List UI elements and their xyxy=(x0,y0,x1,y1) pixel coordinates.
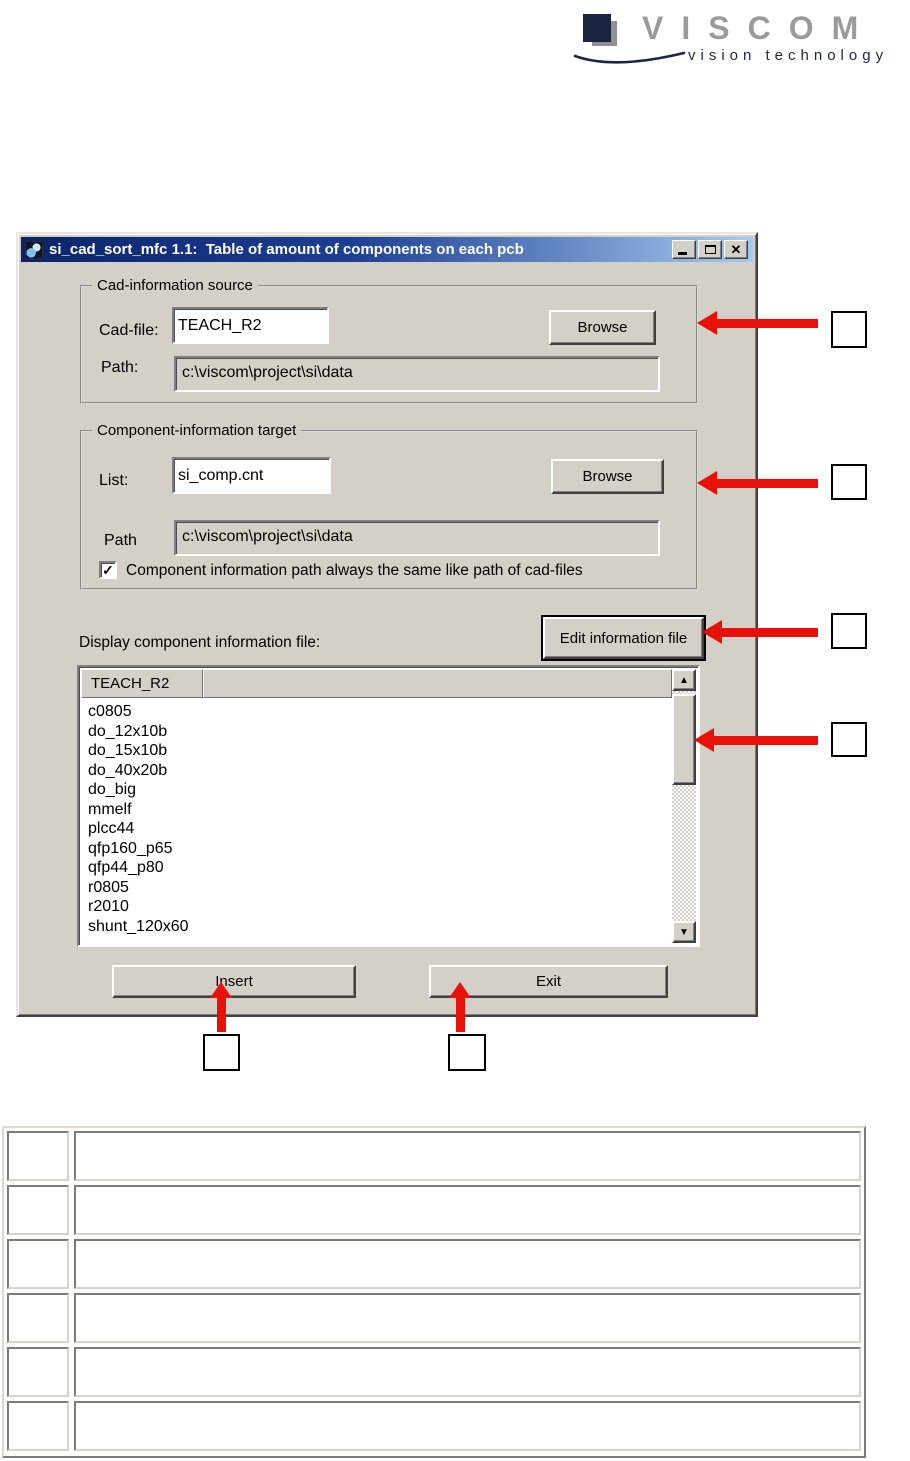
table-row xyxy=(7,1239,861,1289)
logo-tagline: vision technology xyxy=(688,47,889,64)
viscom-logo xyxy=(570,8,910,80)
annotation-arrow-exit xyxy=(449,982,471,1032)
annotation-arrow-list xyxy=(694,728,818,752)
cad-information-source-group xyxy=(80,277,698,404)
dialog-window xyxy=(16,232,758,1017)
comp-path-field: c:\viscom\project\si\data xyxy=(174,520,660,556)
list-item[interactable]: do_big xyxy=(88,781,137,798)
callout-box-6 xyxy=(448,1034,486,1071)
minimize-button[interactable] xyxy=(672,240,696,259)
list-item[interactable]: do_15x10b xyxy=(88,742,168,759)
maximize-icon xyxy=(705,245,716,254)
table-cell-index xyxy=(7,1293,69,1343)
scrollbar-thumb[interactable] xyxy=(672,694,696,785)
list-header-row xyxy=(81,669,672,698)
table-row xyxy=(7,1131,861,1181)
logo-navy-square xyxy=(583,14,611,42)
cad-file-input[interactable] xyxy=(172,307,329,344)
table-cell-index xyxy=(7,1185,69,1235)
table-row xyxy=(7,1347,861,1397)
window-title: si_cad_sort_mfc 1.1: Table of amount of components on each pcb xyxy=(49,241,524,258)
list-item[interactable]: qfp160_p65 xyxy=(88,839,173,857)
callout-box-5 xyxy=(203,1034,240,1071)
list-item[interactable]: plcc44 xyxy=(88,820,135,837)
list-column-header-filler xyxy=(203,669,672,698)
component-list-items xyxy=(81,702,672,943)
callout-box-4 xyxy=(831,722,867,757)
edit-information-file-button[interactable]: Edit information file xyxy=(543,617,704,659)
list-label: List: xyxy=(99,472,129,489)
list-input[interactable] xyxy=(172,457,331,494)
comp-path-label: Path xyxy=(104,532,137,549)
list-item[interactable]: qfp44_p80 xyxy=(88,859,164,876)
scroll-down-icon: ▼ xyxy=(679,926,689,938)
table-row xyxy=(7,1401,861,1451)
scroll-up-icon: ▲ xyxy=(679,674,689,686)
component-information-target-group xyxy=(80,422,698,590)
table-row xyxy=(7,1293,861,1343)
list-column-header[interactable]: TEACH_R2 xyxy=(81,669,203,698)
comp-group-legend: Component-information target xyxy=(92,422,301,439)
table-cell-content xyxy=(74,1293,861,1343)
minimize-icon xyxy=(678,252,687,255)
list-scrollbar[interactable] xyxy=(672,669,696,943)
same-path-checkbox[interactable] xyxy=(99,561,117,579)
exit-button[interactable]: Exit xyxy=(429,965,668,998)
cad-browse-button[interactable]: Browse xyxy=(549,310,656,345)
title-bar[interactable] xyxy=(21,237,753,262)
logo-swoosh-icon xyxy=(572,46,690,72)
close-icon: ✕ xyxy=(730,241,742,257)
scroll-up-button[interactable] xyxy=(672,669,696,691)
list-item[interactable]: shunt_120x60 xyxy=(88,917,189,935)
annotation-arrow-edit-button xyxy=(702,620,818,644)
annotation-arrow-cad-source xyxy=(697,311,818,335)
comp-browse-button[interactable]: Browse xyxy=(551,459,664,494)
list-item[interactable]: do_40x20b xyxy=(88,761,168,779)
table-row xyxy=(7,1185,861,1235)
same-path-checkbox-label: Component information path always the same like path of cad-files xyxy=(126,562,583,579)
logo-brand-text: VISCOM xyxy=(642,10,877,46)
cad-path-field: c:\viscom\project\si\data xyxy=(174,356,660,392)
table-cell-content xyxy=(74,1185,861,1235)
insert-button[interactable]: Insert xyxy=(112,965,356,998)
table-cell-content xyxy=(74,1401,861,1451)
cad-path-label: Path: xyxy=(101,359,139,376)
annotation-arrow-insert xyxy=(210,982,232,1032)
scroll-down-button[interactable] xyxy=(672,921,696,943)
component-list-box xyxy=(77,665,700,947)
list-item[interactable]: c0805 xyxy=(88,703,132,720)
annotation-arrow-comp-target xyxy=(697,471,818,495)
table-cell-index xyxy=(7,1131,69,1181)
table-cell-index xyxy=(7,1401,69,1451)
list-item[interactable]: mmelf xyxy=(88,800,132,818)
callout-box-3 xyxy=(831,613,867,649)
bottom-table xyxy=(2,1126,866,1458)
checkmark-icon: ✓ xyxy=(102,562,114,578)
table-cell-content xyxy=(74,1131,861,1181)
cad-group-legend: Cad-information source xyxy=(92,277,258,294)
maximize-button[interactable] xyxy=(698,240,722,259)
app-icon xyxy=(25,241,43,259)
list-item[interactable]: do_12x10b xyxy=(88,722,168,740)
cad-file-label: Cad-file: xyxy=(99,322,159,339)
table-cell-content xyxy=(74,1347,861,1397)
table-cell-content xyxy=(74,1239,861,1289)
table-cell-index xyxy=(7,1347,69,1397)
table-cell-index xyxy=(7,1239,69,1289)
list-item[interactable]: r2010 xyxy=(88,898,129,915)
display-component-label: Display component information file: xyxy=(79,634,321,651)
callout-box-1 xyxy=(831,311,867,348)
callout-box-2 xyxy=(831,464,867,500)
close-button[interactable] xyxy=(724,240,748,259)
list-item[interactable]: r0805 xyxy=(88,878,129,896)
